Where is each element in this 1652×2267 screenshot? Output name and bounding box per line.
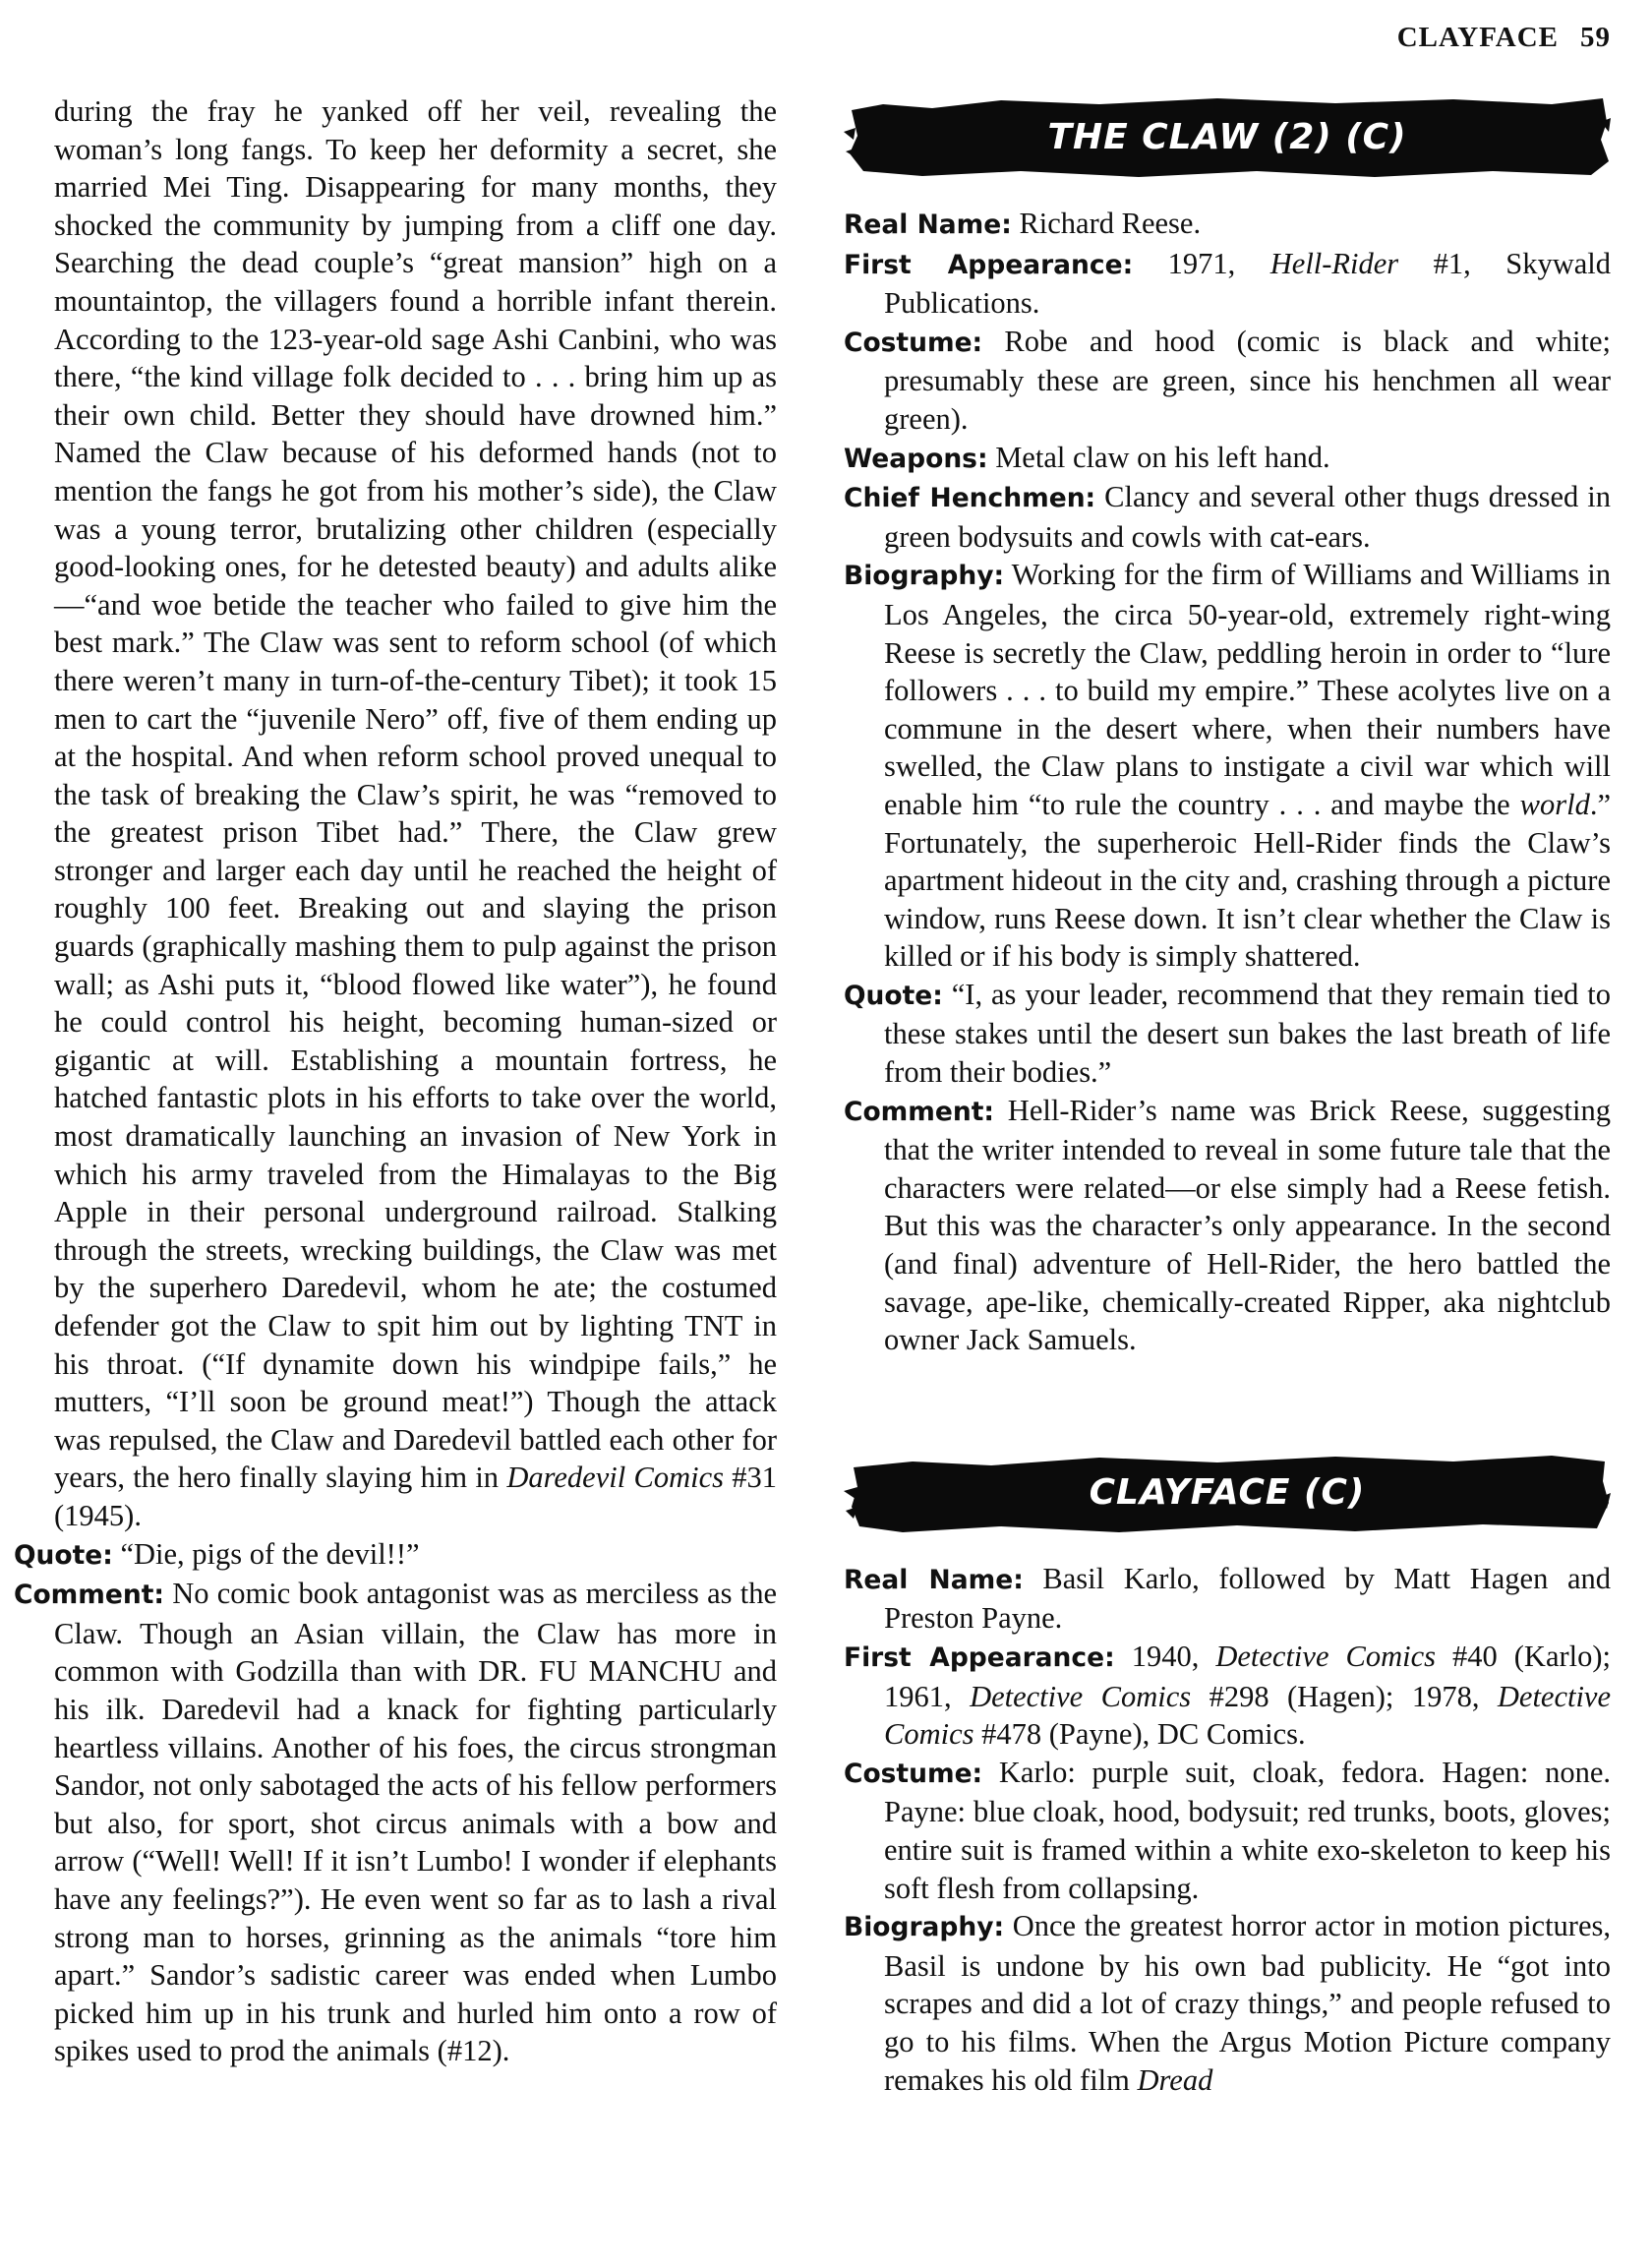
issue-text: #31 (1945). <box>54 1461 778 1532</box>
costume-text: Karlo: purple suit, cloak, fedora. Hagen: none. Payne: blue cloak, hood, bodysuit; red trunks, boots, gloves; entire suit is framed within a white exo-skeleton to keep his soft flesh from collapsing. <box>884 1755 1611 1905</box>
clayface-banner <box>844 1448 1611 1538</box>
biography-entry <box>844 1907 1611 2099</box>
section-title: CLAYFACE <box>1396 22 1559 53</box>
comic-title: Detective Comics <box>1215 1640 1436 1673</box>
henchmen-entry <box>844 478 1611 556</box>
biography-text: Working for the firm of Williams and Williams in Los Angeles, the circa 50-year-old, extremely right-wing Reese is secretly the Claw, peddling heroin in order to “lure followers . . . to build my empire.” These acolytes live on a commune in the desert where, when their numbers have swelled, the Claw plans to instigate a civil war which will enable him “to rule the country . . . and maybe the <box>884 558 1611 821</box>
biography-text-end: .” Fortunately, the superheroic Hell-Rider finds the Claw’s apartment hideout in the city and, crashing through a picture window, runs Reese down. It isn’t clear whether the Claw is killed or if his body is simply shattered. <box>884 787 1611 974</box>
claw-banner <box>844 92 1611 183</box>
comic-title: Daredevil Comics <box>506 1461 724 1495</box>
comment-entry <box>14 1575 777 2070</box>
weapons-entry <box>844 439 1611 479</box>
biography-text: Once the greatest horror actor in motion pictures, Basil is undone by his own bad publicity. He “got into scrapes and did a lot of crazy things,” and people refused to go to his films. When the Argus Motion Picture company remakes his old film <box>884 1909 1611 2097</box>
first-appearance-text: #298 (Hagen); 1978, <box>1191 1679 1498 1713</box>
quote-label: Quote: <box>14 1539 113 1571</box>
page-number: 59 <box>1580 22 1611 53</box>
first-appearance-publisher: #1, Skywald Publications. <box>884 246 1612 321</box>
comic-title: Detective Comics <box>970 1679 1192 1713</box>
weapons-text: Metal claw on his left hand. <box>987 440 1330 474</box>
biography-text: during the fray he yanked off her veil, revealing the woman’s long fangs. To keep her deformity a secret, she married Mei Ting. Disappearing for many months, they shocked the community by jumping from a cliff one day. Searching the dead couple’s “great mansion” high on a mountaintop, the villagers found a horrible infant therein. According to the 123-year-old sage Ashi Canbini, who was there, “the kind village folk decided to . . . bring him up as their own child. Better they should have drowned him.” Named the Claw because of his deformed hands (not to mention the fangs he got from his mother’s side), the Claw was a young terror, brutalizing other children (especially good-looking ones, for he detested beauty) and adults alike—“and woe betide the teacher who failed to give him the best mark.” The Claw was sent to reform school (of which there weren’t many in turn-of-the-century Tibet); it took 15 men to cart the “juvenile Nero” off, five of them ending up at the hospital. And when reform school proved unequal to the task of breaking the Claw’s spirit, he was “removed to the greatest prison Tibet had.” There, the Claw grew stronger and larger each day until he reached the height of roughly 100 feet. Breaking out and slaying the prison guards (graphically mashing them to pulp against the prison wall; as Ashi puts it, “blood flowed like water”), he found he could control his height, becoming human-sized or gigantic at will. Establishing a mountain fortress, he hatched fantastic plots in his efforts to take over the world, most dramatically launching an invasion of New York in which his army traveled from the Himalayas to the Big Apple in their personal underground railroad. Stalking through the streets, wrecking buildings, the Claw was met by the superhero Daredevil, whom he ate; the costumed defender got the Claw to spit him out by lighting TNT in his throat. (“If dynamite down his windpipe fails,” he mutters, “I’ll soon be ground meat!”) Though the attack was repulsed, the Claw and Daredevil battled each other for years, the hero finally slaying him in <box>54 94 777 1495</box>
costume-entry <box>844 1754 1611 1907</box>
first-appearance-label: First Appearance: <box>844 249 1134 280</box>
real-name-entry <box>844 205 1611 245</box>
real-name-label: Real Name: <box>844 209 1012 240</box>
real-name-text: Basil Karlo, followed by Matt Hagen and Preston Payne. <box>884 1561 1611 1636</box>
first-appearance-text: 1940, <box>1114 1640 1216 1673</box>
costume-text: Robe and hood (comic is black and white; presumably these are green, since his henchmen all wear green). <box>884 324 1611 436</box>
first-appearance-text: #478 (Payne), DC Comics. <box>974 1717 1306 1752</box>
biography-emphasis: world <box>1519 787 1590 821</box>
costume-entry <box>844 323 1611 439</box>
comment-label: Comment: <box>14 1580 164 1611</box>
quote-entry <box>844 976 1611 1092</box>
first-appearance-text: #40 (Karlo); 1961, <box>884 1640 1611 1713</box>
henchmen-text: Clancy and several other thugs dressed in green bodysuits and cowls with cat-ears. <box>884 480 1611 554</box>
comment-label: Comment: <box>844 1096 994 1127</box>
costume-label: Costume: <box>844 1758 983 1789</box>
biography-label: Biography: <box>844 561 1005 592</box>
biography-label: Biography: <box>844 1912 1005 1943</box>
first-appearance-entry <box>844 245 1611 323</box>
comic-title: Detective Comics <box>884 1679 1612 1752</box>
quote-text: “I, as your leader, recommend that they remain tied to these stakes until the desert sun bakes the last breath of life from their bodies.” <box>884 977 1611 1090</box>
real-name-text: Richard Reese. <box>1011 207 1202 240</box>
real-name-label: Real Name: <box>844 1564 1024 1595</box>
clayface-title: CLAYFACE (C) <box>1089 1471 1366 1513</box>
film-title: Dread <box>1137 2062 1213 2097</box>
henchmen-label: Chief Henchmen: <box>844 483 1096 514</box>
comment-entry <box>844 1092 1611 1359</box>
first-appearance-year: 1971, <box>1133 246 1270 280</box>
right-column <box>844 92 1611 2099</box>
weapons-label: Weapons: <box>844 443 988 474</box>
biography-entry <box>844 556 1611 976</box>
comic-title: Hell-Rider <box>1269 246 1399 280</box>
claw-title: THE CLAW (2) (C) <box>1047 116 1407 157</box>
quote-entry <box>14 1535 777 1576</box>
costume-label: Costume: <box>844 327 983 358</box>
left-column <box>14 92 777 2070</box>
section-spacer <box>844 1359 1611 1448</box>
comment-text: No comic book antagonist was as merciless as the Claw. Though an Asian villain, the Claw has more in common with Godzilla than with DR. FU MANCHU and his ilk. Daredevil had a knack for fighting particularly heartless villains. Another of his foes, the circus strongman Sandor, not only sabotaged the acts of his fellow performers but also, for sport, shot circus animals with a bow and arrow (“Well! Well! If it isn’t Lumbo! I wonder if elephants have any feelings?”). He even went so far as to lash a rival strong man to horses, grinning as the animals “tore him apart.” Sandor’s sadistic career was ended when Lumbo picked him up in his trunk and hurled him onto a row of spikes used to prod the animals (#12). <box>54 1577 777 2068</box>
first-appearance-entry <box>844 1638 1611 1754</box>
real-name-entry <box>844 1560 1611 1638</box>
running-head <box>1397 22 1611 54</box>
quote-label: Quote: <box>844 980 943 1011</box>
comment-text: Hell-Rider’s name was Brick Reese, suggesting that the writer intended to reveal in some future tale that the characters were related—or else simply had a Reese fetish. But this was the character’s only appearance. In the second (and final) adventure of Hell-Rider, the hero battled the savage, ape-like, chemically-created Ripper, aka nightclub owner Jack Samuels. <box>884 1093 1611 1357</box>
quote-text: “Die, pigs of the devil!!” <box>112 1536 420 1571</box>
claw-1-biography-continued <box>14 92 777 1535</box>
first-appearance-label: First Appearance: <box>844 1642 1115 1673</box>
